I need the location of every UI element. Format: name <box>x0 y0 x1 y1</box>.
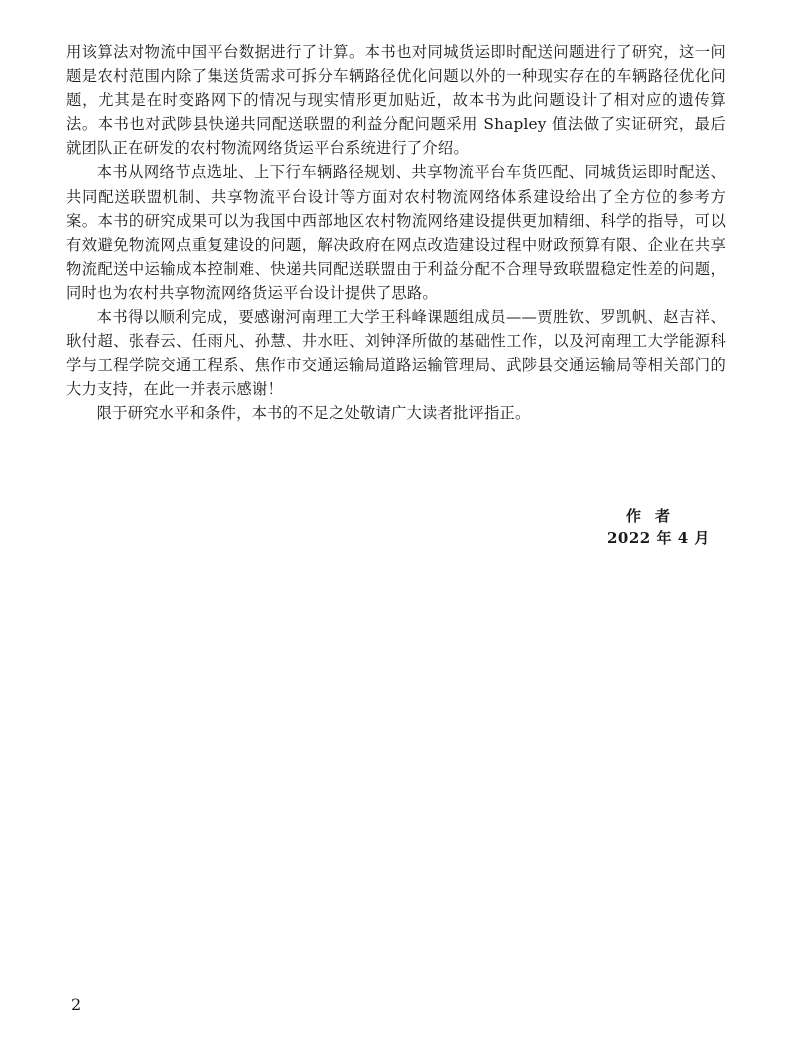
paragraph-acknowledgement: 本书得以顺利完成，要感谢河南理工大学王科峰课题组成员——贾胜钦、罗凯帆、赵吉祥、耿付超、张春云、任雨凡、孙慧、井水旺、刘钟泽所做的基础性工作，以及河南理工大学能源科学与工程学院交通工程系、焦作市交通运输局道路运输管理局、武陟县交通运输局等相关部门的大力支持，在此一并表示感谢！ <box>66 308 726 399</box>
page-number: 2 <box>71 995 82 1014</box>
body-text <box>66 40 726 426</box>
paragraph-continued: 用该算法对物流中国平台数据进行了计算。本书也对同城货运即时配送问题进行了研究，这一问题是农村范围内除了集送货需求可拆分车辆路径优化问题以外的一种现实存在的车辆路径优化问题，尤其是在时变路网下的情况与现实情形更加贴近，故本书为此问题设计了相对应的遗传算法。本书也对武陟县快递共同配送联盟的利益分配问题采用 Shapley 值法做了实证研究，最后就团队正在研发的农村物流网络货运平台系统进行了介绍。 <box>66 43 726 158</box>
paragraph-scope: 本书从网络节点选址、上下行车辆路径规划、共享物流平台车货匹配、同城货运即时配送、共同配送联盟机制、共享物流平台设计等方面对农村物流网络体系建设给出了全方位的参考方案。本书的研究成果可以为我国中西部地区农村物流网络建设提供更加精细、科学的指导，可以有效避免物流网点重复建设的问题，解决政府在网点改造建设过程中财政预算有限、企业在共享物流配送中运输成本控制难、快递共同配送联盟由于利益分配不合理导致联盟稳定性差的问题，同时也为农村共享物流网络货运平台设计提供了思路。 <box>66 163 726 302</box>
author-label: 作者 <box>626 507 685 525</box>
signature-date: 2022 年 4 月 <box>607 529 710 547</box>
paragraph-disclaimer: 限于研究水平和条件，本书的不足之处敬请广大读者批评指正。 <box>96 404 531 423</box>
